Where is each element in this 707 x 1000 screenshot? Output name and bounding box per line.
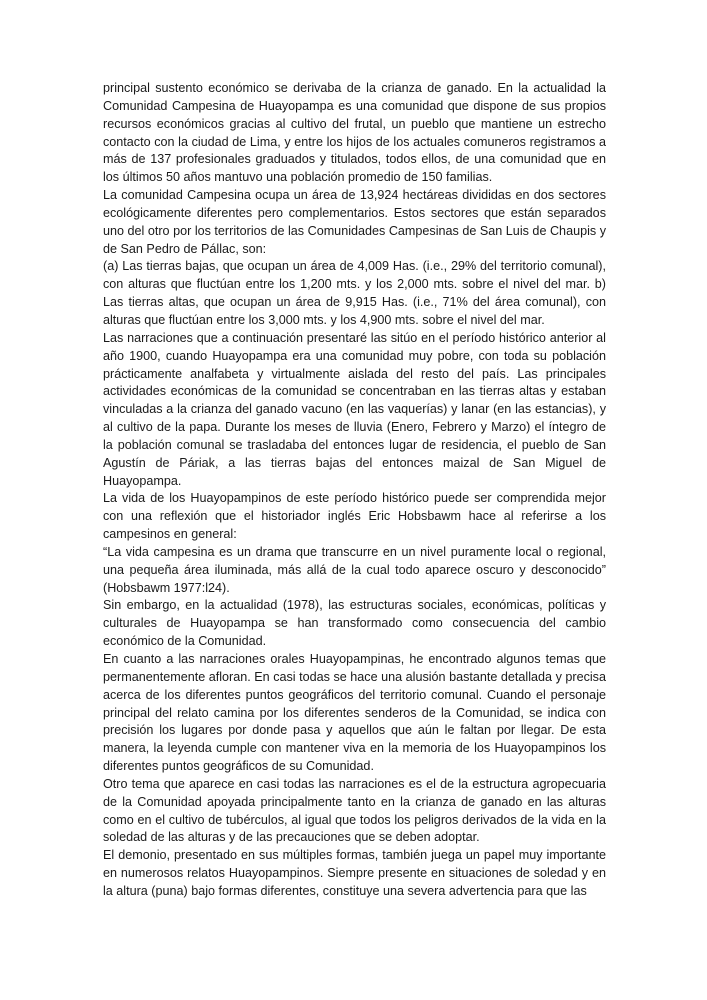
paragraph-5: La vida de los Huayopampinos de este período histórico puede ser comprendida mejor con una reflexión que el historiador inglés Eric Hobsbawm hace al referirse a los campesinos en general: <box>103 491 606 542</box>
paragraph-1: principal sustento económico se derivaba de la crianza de ganado. En la actualidad la Comunidad Campesina de Huayopampa es una comunidad que dispone de sus propios recursos económicos gracias al cultivo del frutal, un pueblo que mantiene un estrecho contacto con la ciudad de Lima, y entre los hijos de los actuales comuneros registramos a más de 137 profesionales graduados y titulados, todos ellos, de una comunidad que en los últimos 50 años mantuvo una población promedio de 150 familias. <box>103 81 606 185</box>
paragraph-4: Las narraciones que a continuación presentaré las sitúo en el período histórico anterior al año 1900, cuando Huayopampa era una comunidad muy pobre, con toda su población prácticamente analfabeta y virtualmente aislada del resto del país. Las principales actividades económicas de la comunidad se concentraban en las tierras altas y estaban vinculadas a la crianza del ganado vacuno (en las vaquerías) y lanar (en las estancias), y al cultivo de la papa. Durante los meses de lluvia (Enero, Febrero y Marzo) el íntegro de la población comunal se trasladaba del entonces lugar de residencia, el pueblo de San Agustín de Páriak, a las tierras bajas del entonces maizal de San Miguel de Huayopampa. <box>103 330 606 488</box>
paragraph-9: Otro tema que aparece en casi todas las narraciones es el de la estructura agropecuaria de la Comunidad apoyada principalmente tanto en la crianza de ganado en las alturas como en el cultivo de tubérculos, al igual que todos los peligros derivados de la vida en la soledad de las alturas y de las precauciones que se deben adoptar. <box>103 776 606 845</box>
document-page <box>103 80 606 901</box>
paragraph-7: Sin embargo, en la actualidad (1978), las estructuras sociales, económicas, políticas y culturales de Huayopampa se han transformado como consecuencia del cambio económico de la Comunidad. <box>103 598 606 649</box>
paragraph-3: (a) Las tierras bajas, que ocupan un área de 4,009 Has. (i.e., 29% del territorio comunal), con alturas que fluctúan entre los 1,200 mts. y los 2,000 mts. sobre el nivel del mar. b) Las tierras altas, que ocupan un área de 9,915 Has. (i.e., 71% del área comunal), con alturas que fluctúan entre los 3,000 mts. y los 4,900 mts. sobre el nivel del mar. <box>103 259 606 327</box>
paragraph-8: En cuanto a las narraciones orales Huayopampinas, he encontrado algunos temas que permanentemente afloran. En casi todas se hace una alusión bastante detallada y precisa acerca de los diferentes puntos geográficos del territorio comunal. Cuando el personaje principal del relato camina por los diferentes senderos de la Comunidad, se indica con precisión los lugares por donde pasa y aquellos que aún le faltan por llegar. De esta manera, la leyenda cumple con mantener viva en la memoria de los Huayopampinos los diferentes puntos geográficos de su Comunidad. <box>103 652 606 774</box>
quote-paragraph: “La vida campesina es un drama que transcurre en un nivel puramente local o regional, una pequeña área iluminada, más allá de la cual todo aparece oscuro y desconocido” (Hobsbawm 1977:l24). <box>103 544 606 595</box>
paragraph-10: El demonio, presentado en sus múltiples formas, también juega un papel muy importante en numerosos relatos Huayopampinos. Siempre presente en situaciones de soledad y en la altura (puna) bajo formas diferentes, constituye una severa advertencia para que las <box>103 848 606 898</box>
paragraph-2: La comunidad Campesina ocupa un área de 13,924 hectáreas divididas en dos sectores ecológicamente diferentes pero complementarios. Estos sectores que están separados uno del otro por los territorios de las Comunidades Campesinas de San Luis de Chaupis y de San Pedro de Pállac, son: <box>103 188 606 256</box>
